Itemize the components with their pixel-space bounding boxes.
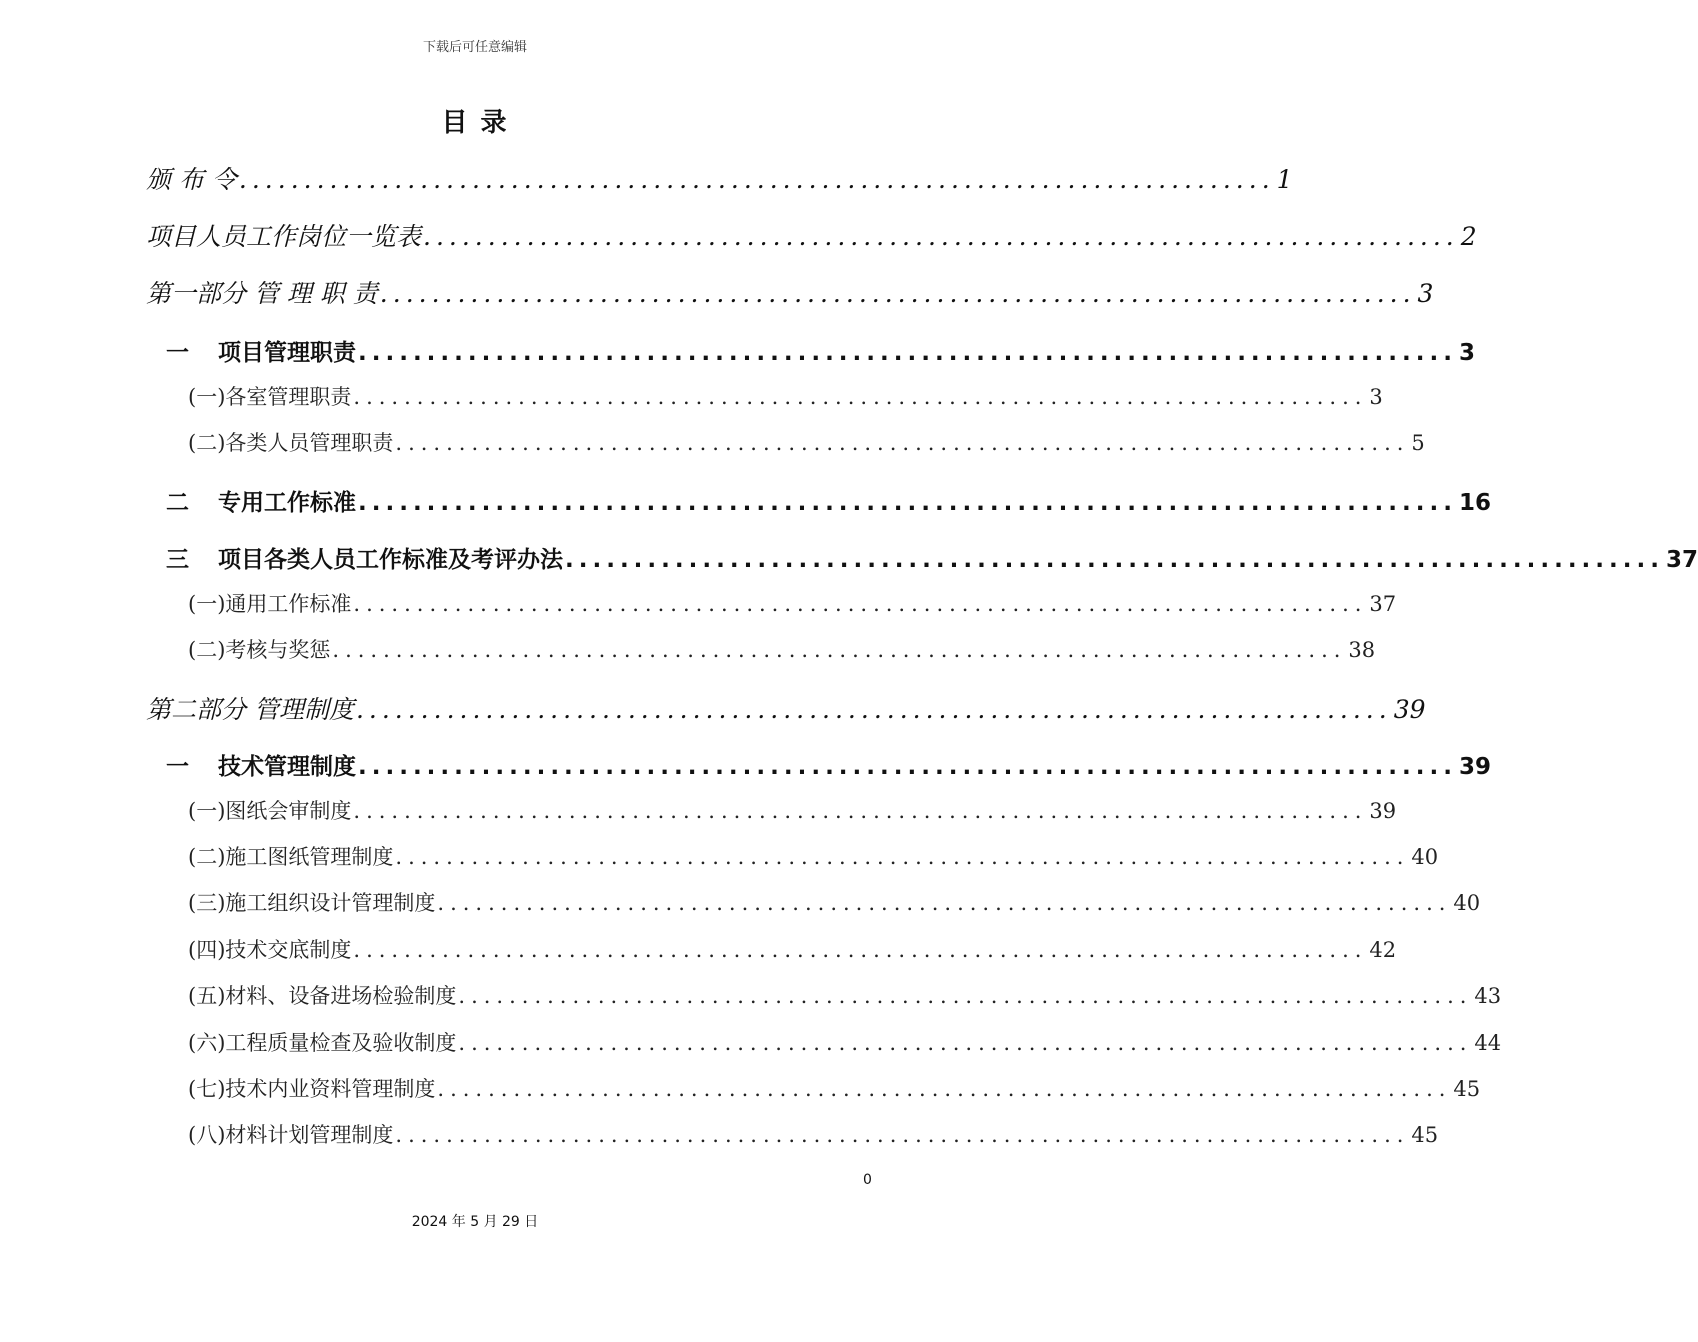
dot-leader: ................................................................................ <box>395 845 1410 869</box>
toc-entry-text: 项目各类人员工作标准及考评办法 <box>218 547 563 573</box>
toc-entry-text: (四)技术交底制度 <box>188 938 352 962</box>
toc-entry[interactable] <box>188 427 1425 457</box>
toc-entry[interactable] <box>188 1119 1439 1149</box>
toc-entry-text: 项目人员工作岗位一览表 <box>146 222 422 251</box>
dot-leader: ................................................................................ <box>458 984 1473 1008</box>
dot-leader: ................................................................................ <box>332 638 1347 662</box>
header-note: 下载后可任意编辑 <box>422 40 527 55</box>
dot-leader: ................................................................................ <box>238 165 1275 194</box>
toc-entry[interactable] <box>188 1027 1502 1057</box>
toc-entry[interactable] <box>188 634 1376 664</box>
toc-entry-page: 3 <box>1417 279 1434 308</box>
toc-entry-number: 三 <box>166 547 189 573</box>
toc-entry-page: 16 <box>1458 490 1491 516</box>
dot-leader: ................................................................................ <box>358 490 1457 516</box>
toc-entry[interactable] <box>166 748 1491 781</box>
dot-leader: ................................................................................ <box>395 1123 1410 1147</box>
dot-leader: ................................................................................ <box>458 1031 1473 1055</box>
toc-entry-text: (六)工程质量检查及验收制度 <box>188 1031 457 1055</box>
dot-leader: ................................................................................ <box>353 938 1368 962</box>
dot-leader: ................................................................................ <box>437 891 1452 915</box>
toc-entry-page: 42 <box>1369 938 1397 962</box>
toc-entry-text: 专用工作标准 <box>218 490 356 516</box>
page-number: 0 <box>863 1172 872 1188</box>
toc-entry-text: (二)施工图纸管理制度 <box>188 845 394 869</box>
toc-entry-page: 40 <box>1411 845 1439 869</box>
toc-entry[interactable] <box>146 217 1477 253</box>
toc-entry-page: 2 <box>1460 222 1477 251</box>
toc-entry-text: (一)图纸会审制度 <box>188 799 352 823</box>
toc-entry-text: 项目管理职责 <box>218 340 356 366</box>
toc-entry-text: (二)考核与奖惩 <box>188 638 331 662</box>
toc-entry-page: 44 <box>1474 1031 1502 1055</box>
toc-entry-number: 二 <box>166 490 189 516</box>
toc-entry-page: 40 <box>1453 891 1481 915</box>
toc-entry-page: 39 <box>1458 754 1491 780</box>
toc-entry-page: 39 <box>1393 695 1426 724</box>
toc-entry-page: 37 <box>1369 592 1397 616</box>
toc-entry[interactable] <box>166 484 1491 517</box>
toc-entry-text: 颁 布 令 <box>146 165 237 194</box>
toc-entry[interactable] <box>188 887 1481 917</box>
footer-date: 2024 年 5 月 29 日 <box>411 1214 539 1230</box>
dot-leader: ................................................................................ <box>379 279 1416 308</box>
toc-entry-text: 第二部分 管理制度 <box>146 695 354 724</box>
toc-entry-page: 3 <box>1458 340 1475 366</box>
toc-entry[interactable] <box>166 334 1475 367</box>
toc-entry-page: 45 <box>1411 1123 1439 1147</box>
dot-leader: ................................................................................ <box>358 754 1457 780</box>
toc-entry-page: 37 <box>1665 547 1698 573</box>
toc-entry[interactable] <box>188 381 1383 411</box>
dot-leader: ................................................................................ <box>353 592 1368 616</box>
dot-leader: ................................................................................ <box>353 799 1368 823</box>
toc-entry-page: 38 <box>1348 638 1376 662</box>
toc-entry-text: 技术管理制度 <box>218 754 356 780</box>
toc-entry[interactable] <box>188 980 1502 1010</box>
toc-entry-page: 43 <box>1474 984 1502 1008</box>
toc-entry-text: (七)技术内业资料管理制度 <box>188 1077 436 1101</box>
dot-leader: ................................................................................ <box>565 547 1664 573</box>
toc-entry[interactable] <box>166 541 1698 574</box>
toc-entry-page: 45 <box>1453 1077 1481 1101</box>
toc-entry-number: 一 <box>166 340 189 366</box>
toc-entry-text: (八)材料计划管理制度 <box>188 1123 394 1147</box>
toc-entry[interactable] <box>188 1073 1481 1103</box>
dot-leader: ................................................................................ <box>423 222 1459 251</box>
toc-entry-text: (一)通用工作标准 <box>188 592 352 616</box>
toc-entry[interactable] <box>146 160 1293 196</box>
toc-entry[interactable] <box>188 588 1397 618</box>
dot-leader: ................................................................................ <box>358 340 1457 366</box>
toc-entry[interactable] <box>146 690 1426 726</box>
toc-entry-page: 3 <box>1369 385 1383 409</box>
dot-leader: ................................................................................ <box>355 695 1392 724</box>
dot-leader: ................................................................................ <box>353 385 1368 409</box>
toc-title: 目 录 <box>441 108 509 138</box>
toc-entry-page: 1 <box>1276 165 1293 194</box>
toc-entry-text: (三)施工组织设计管理制度 <box>188 891 436 915</box>
toc-entry-number: 一 <box>166 754 189 780</box>
toc-entry-page: 39 <box>1369 799 1397 823</box>
dot-leader: ................................................................................ <box>437 1077 1452 1101</box>
toc-entry-text: 第一部分 管 理 职 责 <box>146 279 378 308</box>
toc-entry[interactable] <box>188 934 1397 964</box>
toc-entry-text: (五)材料、设备进场检验制度 <box>188 984 457 1008</box>
toc-entry[interactable] <box>146 274 1434 310</box>
toc-entry-page: 5 <box>1411 431 1425 455</box>
toc-entry-text: (二)各类人员管理职责 <box>188 431 394 455</box>
toc-entry-text: (一)各室管理职责 <box>188 385 352 409</box>
toc-entry[interactable] <box>188 841 1439 871</box>
dot-leader: ................................................................................ <box>395 431 1410 455</box>
toc-entry[interactable] <box>188 795 1397 825</box>
